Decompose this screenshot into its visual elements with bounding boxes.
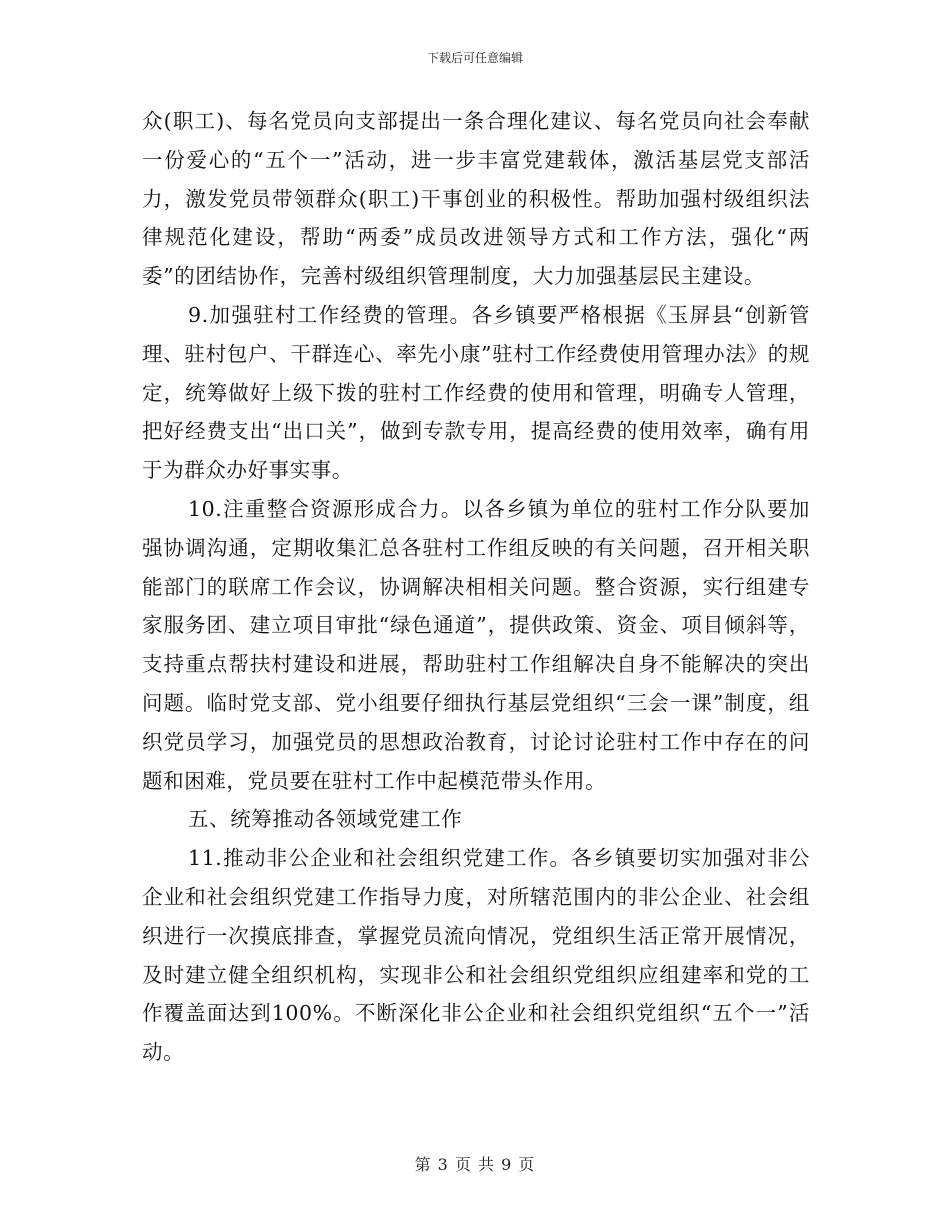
- footer-suffix: 页: [518, 1155, 536, 1174]
- paragraph-item-10: 10.注重整合资源形成合力。以各乡镇为单位的驻村工作分队要加强协调沟通，定期收集汇总各驻村工作组反映的有关问题，召开相关职能部门的联席工作会议，协调解决相相关问题。整合资源，实行组建专家服务团、建立项目审批“绿色通道”，提供政策、资金、项目倾斜等，支持重点帮扶村建设和进展，帮助驻村工作组解决自身不能解决的突出问题。临时党支部、党小组要仔细执行基层党组织“三会一课”制度，组织党员学习，加强党员的思想政治教育，讨论讨论驻村工作中存在的问题和困难，党员要在驻村工作中起模范带头作用。: [142, 496, 810, 793]
- section-heading-5: 五、统筹推动各领域党建工作: [188, 807, 463, 832]
- footer-prefix: 第: [414, 1155, 432, 1174]
- footer-current-page: 3: [437, 1155, 449, 1174]
- paragraph-item-9: 9.加强驻村工作经费的管理。各乡镇要严格根据《玉屏县“创新管理、驻村包户、干群连心、率先小康”驻村工作经费使用管理办法》的规定，统筹做好上级下拨的驻村工作经费的使用和管理，明确专人管理，把好经费支出“出口关”，做到专款专用，提高经费的使用效率，确有用于为群众办好事实事。: [142, 302, 810, 483]
- paragraph-item-11: 11.推动非公企业和社会组织党建工作。各乡镇要切实加强对非公企业和社会组织党建工作指导力度，对所辖范围内的非公企业、社会组织进行一次摸底排查，掌握党员流向情况，党组织生活正常开展情况，及时建立健全组织机构，实现非公和社会组织党组织应组建率和党的工作覆盖面达到100%。不断深化非公企业和社会组织党组织“五个一”活动。: [142, 846, 810, 1065]
- paragraph-continuation: 众(职工)、每名党员向支部提出一条合理化建议、每名党员向社会奉献一份爱心的“五个一”活动，进一步丰富党建载体，激活基层党支部活力，激发党员带领群众(职工)干事创业的积极性。帮助加强村级组织法律规范化建设，帮助“两委”成员改进领导方式和工作方法，强化“两委”的团结协作，完善村级组织管理制度，大力加强基层民主建设。: [142, 109, 810, 289]
- footer-total-pages: 9: [501, 1155, 513, 1174]
- page-footer: [0, 1155, 950, 1175]
- page-header: 下载后可任意编辑: [426, 51, 523, 65]
- footer-middle: 页 共: [454, 1155, 496, 1174]
- document-body: [142, 102, 810, 1072]
